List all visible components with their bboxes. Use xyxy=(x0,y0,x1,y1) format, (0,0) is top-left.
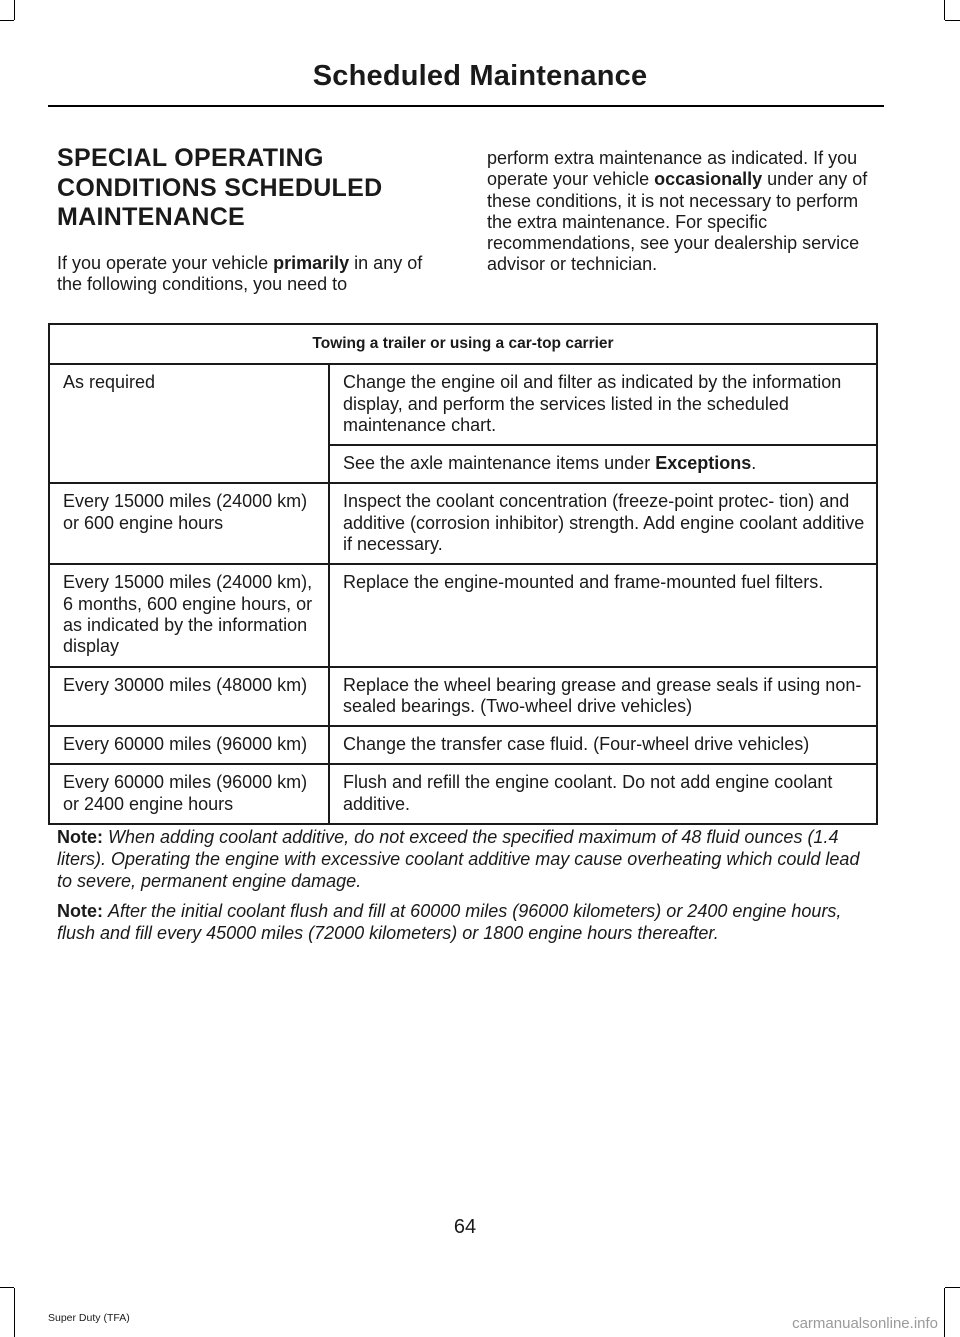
table-row xyxy=(49,364,877,445)
action-cell: Change the engine oil and filter as indicated by the information display, and perform the services listed in the scheduled maintenance chart. xyxy=(329,364,877,445)
action-after: . xyxy=(751,453,757,474)
crop-mark-top-left-h xyxy=(0,20,14,21)
intro-right-after: under any of these conditions, it is not necessary to perform the extra maintenance. For specific recommendations, see your dealership service advisor or technician. xyxy=(487,169,868,275)
intro-right-before: perform extra maintenance as indicated. If you operate your vehicle xyxy=(487,148,858,190)
exceptions-reference: Exceptions xyxy=(655,453,752,474)
footer-model: Super Duty (TFA) xyxy=(48,1312,130,1324)
watermark: carmanualsonline.info xyxy=(792,1315,938,1332)
table-row xyxy=(49,564,877,666)
section-heading-line-2: CONDITIONS SCHEDULED xyxy=(57,173,383,202)
note-coolant-additive xyxy=(57,827,872,892)
interval-cell: As required xyxy=(49,364,329,483)
left-column xyxy=(57,144,452,295)
crop-mark-top-right-v xyxy=(944,0,945,20)
section-heading-line-1: SPECIAL OPERATING xyxy=(57,144,324,172)
action-cell: Change the transfer case fluid. (Four-wheel drive vehicles) xyxy=(329,726,877,764)
page-number: 64 xyxy=(453,1216,477,1238)
table-row xyxy=(49,483,877,564)
crop-mark-bottom-right-v xyxy=(944,1288,945,1337)
note-text: When adding coolant additive, do not exceed the specified maximum of 48 fluid ounces (1.4 liters). Operating the engine with excessive coolant additive may cause overheating which could lead to severe, permanent engine damage. xyxy=(57,827,860,891)
section-heading-line-3: MAINTENANCE xyxy=(57,203,246,231)
intro-right-bold: occasionally xyxy=(654,169,763,190)
action-cell: Replace the wheel bearing grease and grease seals if using non-sealed bearings. (Two-wheel drive vehicles) xyxy=(329,667,877,727)
action-cell: Inspect the coolant concentration (freeze-point protec- tion) and additive (corrosion inhibitor) strength. Add engine coolant additive if necessary. xyxy=(329,483,877,564)
right-column xyxy=(487,148,877,276)
table-header: Towing a trailer or using a car-top carrier xyxy=(49,324,877,364)
action-cell xyxy=(329,445,877,483)
maintenance-table xyxy=(48,323,878,825)
crop-mark-bottom-left-h xyxy=(0,1287,14,1288)
crop-mark-bottom-right-h xyxy=(945,1287,960,1288)
interval-cell: Every 30000 miles (48000 km) xyxy=(49,667,329,727)
intro-left-before: If you operate your vehicle xyxy=(57,252,274,273)
interval-cell: Every 15000 miles (24000 km) or 600 engine hours xyxy=(49,483,329,564)
interval-cell: Every 60000 miles (96000 km) xyxy=(49,726,329,764)
crop-mark-top-right-h xyxy=(945,20,960,21)
note-coolant-flush xyxy=(57,901,872,945)
interval-cell: Every 60000 miles (96000 km) or 2400 engine hours xyxy=(49,764,329,824)
table-row xyxy=(49,764,877,824)
intro-paragraph-right xyxy=(487,148,877,276)
action-cell: Replace the engine-mounted and frame-mounted fuel filters. xyxy=(329,564,877,666)
note-label: Note: xyxy=(57,901,103,922)
crop-mark-top-left-v xyxy=(14,0,15,20)
interval-cell: Every 15000 miles (24000 km), 6 months, 600 engine hours, or as indicated by the information display xyxy=(49,564,329,666)
table-row xyxy=(49,726,877,764)
page-header-title: Scheduled Maintenance xyxy=(312,60,648,92)
intro-paragraph-left xyxy=(57,253,452,296)
action-cell: Flush and refill the engine coolant. Do not add engine coolant additive. xyxy=(329,764,877,824)
note-label: Note: xyxy=(57,827,103,847)
table-header-row xyxy=(49,324,877,364)
intro-left-bold: primarily xyxy=(273,252,350,273)
crop-mark-bottom-left-v xyxy=(14,1288,15,1337)
action-before: See the axle maintenance items under xyxy=(343,453,656,474)
notes-section xyxy=(57,827,872,954)
section-heading xyxy=(57,144,452,233)
header-rule xyxy=(48,105,884,107)
intro-left-after: in any of the following conditions, you need to xyxy=(57,252,423,294)
note-text: After the initial coolant flush and fill at 60000 miles (96000 kilometers) or 2400 engine hours, flush and fill every 45000 miles (72000 kilometers) or 1800 engine hours thereafter. xyxy=(57,901,842,944)
table-row xyxy=(49,667,877,727)
